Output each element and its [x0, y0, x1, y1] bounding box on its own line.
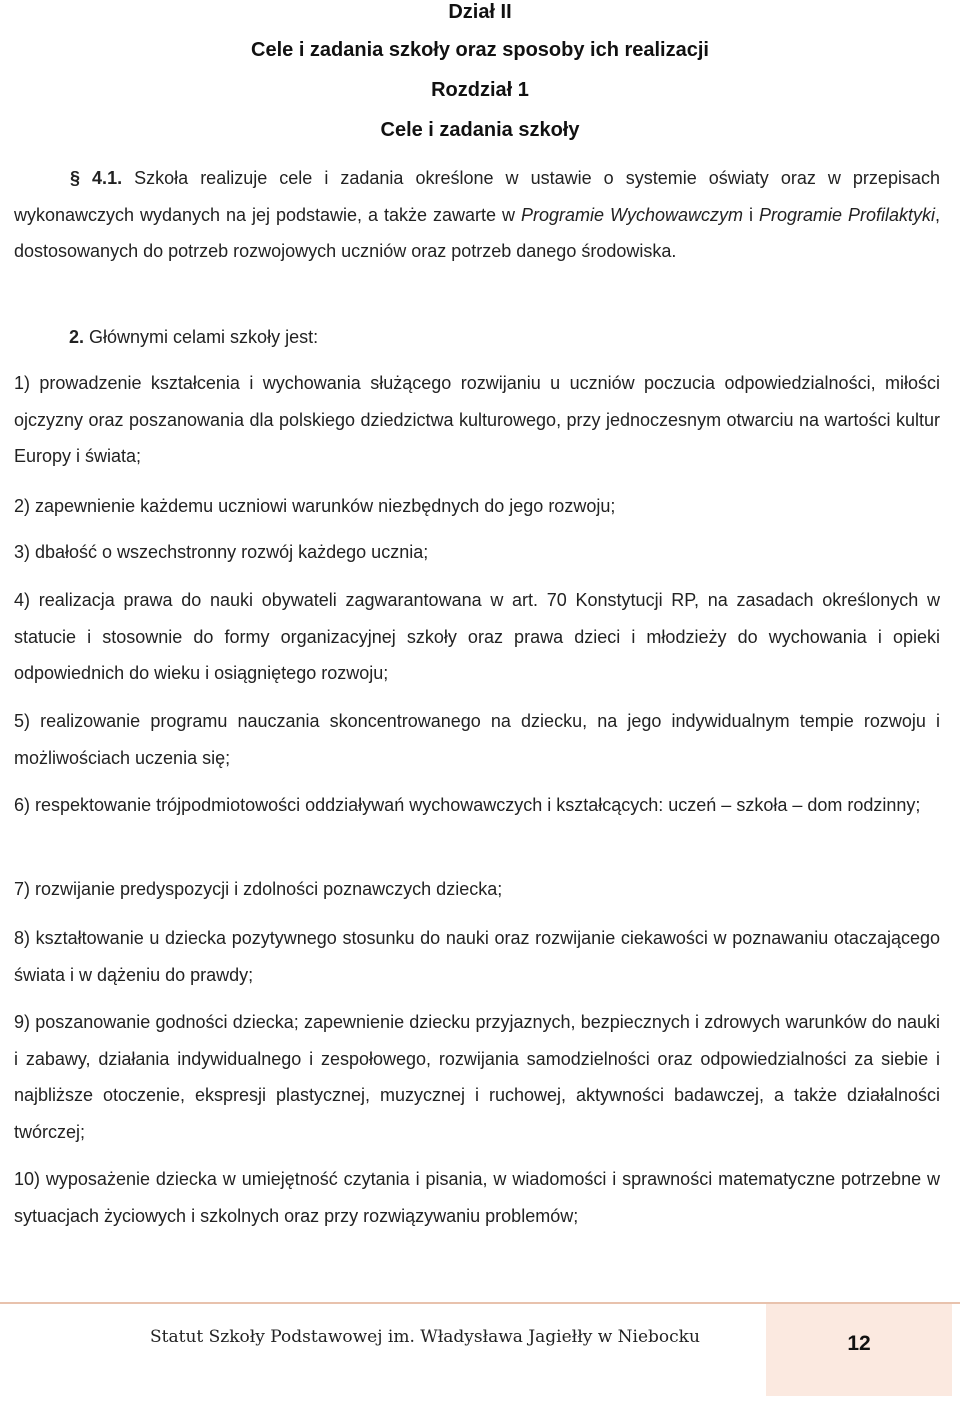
division-title: Cele i zadania szkoły oraz sposoby ich realizacji — [251, 39, 709, 61]
page-number-box — [766, 1304, 952, 1396]
page-number: 12 — [847, 1332, 871, 1355]
list-item: 7) rozwijanie predyspozycji i zdolności poznawczych dziecka; — [14, 879, 503, 899]
paragraph-section-2 — [14, 319, 940, 356]
list-item: 1) prowadzenie kształcenia i wychowania służącego rozwijaniu u uczniów poczucia odpowiedzialności, miłości ojczyzny oraz poszanowania dla polskiego dziedzictwa kulturowego, przy jednoczesnym otwarciu na wartości kultur Europy i świata; — [14, 373, 940, 466]
list-item: 2) zapewnienie każdemu uczniowi warunków niezbędnych do jego rozwoju; — [14, 496, 616, 516]
section-number: § 4.1. — [70, 168, 123, 188]
paragraph-text: , dostosowanych do potrzeb rozwojowych uczniów oraz potrzeb danego środowiska. — [14, 204, 941, 261]
paragraph-text: Głównymi celami szkoły jest: — [89, 327, 319, 347]
list-item: 5) realizowanie programu nauczania skoncentrowanego na dziecku, na jego indywidualnym tempie rozwoju i możliwościach uczenia się; — [14, 711, 940, 768]
list-item: 9) poszanowanie godności dziecka; zapewnienie dziecku przyjaznych, bezpiecznych i zdrowych warunków do nauki i zabawy, działania indywidualnego i zespołowego, rozwijania samodzielności oraz odpowiedzialności za siebie i najbliższe otoczenie, ekspresji plastycznej, muzycznej i ruchowej, aktywności badawczej, a także działalności twórczej; — [14, 1012, 940, 1142]
paragraph-section-4-1 — [14, 160, 940, 270]
list-item: 3) dbałość o wszechstronny rozwój każdego ucznia; — [14, 542, 429, 562]
footer-title: Statut Szkoły Podstawowej im. Władysława Jagiełły w Niebocku — [150, 1327, 700, 1347]
program-name: Programie Wychowawczym — [520, 204, 744, 225]
paragraph-text: i — [743, 204, 759, 225]
division-heading: Dział II — [448, 1, 512, 23]
program-name: Programie Profilaktyki — [758, 204, 935, 225]
list-item: 8) kształtowanie u dziecka pozytywnego stosunku do nauki oraz rozwijanie ciekawości w poznawaniu otaczającego świata i w dążeniu do prawdy; — [14, 928, 940, 985]
list-item: 4) realizacja prawa do nauki obywateli zagwarantowana w art. 70 Konstytucji RP, na zasadach określonych w statucie i stosownie do formy organizacyjnej szkoły oraz prawa dzieci i młodzieży do wychowania i opieki odpowiednich do wieku i osiągniętego rozwoju; — [14, 590, 940, 683]
chapter-heading: Rozdział 1 — [431, 79, 529, 101]
paragraph-text: Szkoła realizuje cele i zadania określone w ustawie o systemie oświaty oraz w przepisach wykonawczych wydanych na jej podstawie, a także zawarte w — [14, 168, 940, 225]
list-item: 6) respektowanie trójpodmiotowości oddziaływań wychowawczych i kształcących: uczeń – szkoła – dom rodzinny; — [14, 795, 921, 815]
list-item: 10) wyposażenie dziecka w umiejętność czytania i pisania, w wiadomości i sprawności matematyczne potrzebne w sytuacjach życiowych i szkolnych oraz przy rozwiązywaniu problemów; — [14, 1169, 940, 1226]
section-number: 2. — [69, 327, 85, 347]
chapter-title: Cele i zadania szkoły — [380, 119, 580, 141]
